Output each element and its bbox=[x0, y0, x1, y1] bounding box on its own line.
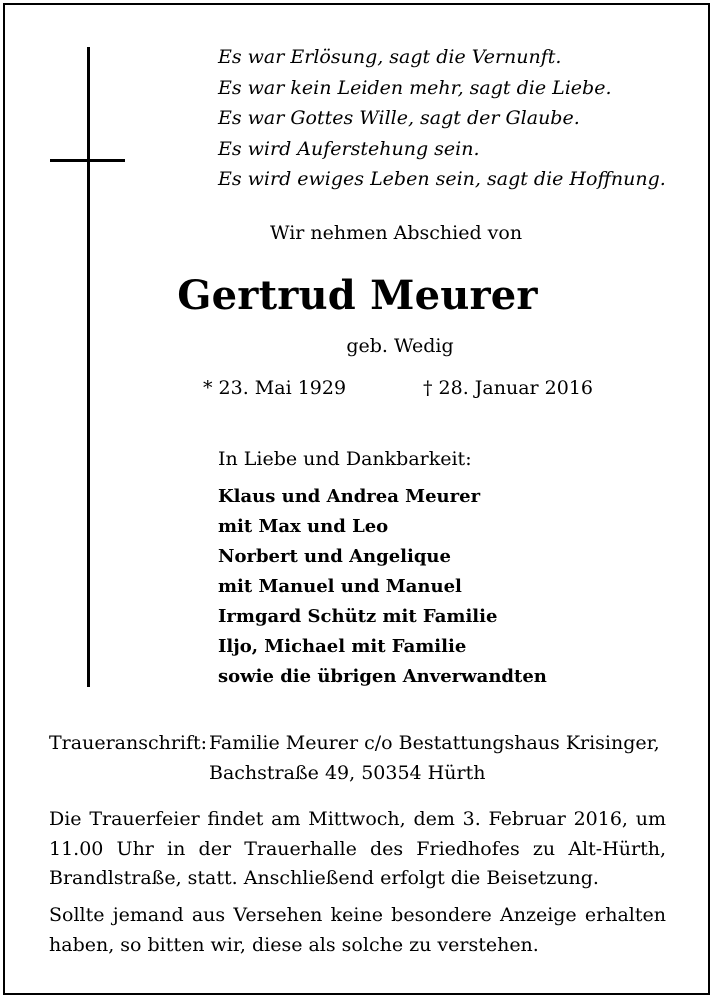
poem-line: Es war Gottes Wille, sagt der Glaube. bbox=[218, 107, 580, 129]
family-member: Iljo, Michael mit Familie bbox=[218, 636, 467, 657]
family-member: mit Max und Leo bbox=[218, 516, 389, 537]
birth-date: * 23. Mai 1929 bbox=[203, 377, 347, 399]
family-list bbox=[218, 482, 547, 692]
deceased-name: Gertrud Meurer bbox=[177, 272, 538, 319]
family-member: sowie die übrigen Anverwandten bbox=[218, 666, 547, 687]
address-line: Familie Meurer c/o Bestattungshaus Krisinger, bbox=[209, 732, 660, 754]
thanks-text: In Liebe und Dankbarkeit: bbox=[218, 448, 472, 470]
poem bbox=[218, 42, 666, 195]
poem-line: Es war kein Leiden mehr, sagt die Liebe. bbox=[218, 76, 612, 99]
notice-line: haben, so bitten wir, diese als solche zu verstehen. bbox=[49, 933, 539, 956]
poem-line: Es wird ewiges Leben sein, sagt die Hoffnung. bbox=[218, 168, 666, 190]
family-member: Klaus und Andrea Meurer bbox=[218, 486, 481, 507]
service-line: 11.00 Uhr in der Trauerhalle des Friedhofes zu Alt-Hürth, bbox=[49, 837, 666, 860]
address-label: Traueranschrift: bbox=[49, 732, 208, 754]
poem-line: Es wird Auferstehung sein. bbox=[218, 137, 480, 160]
maiden-name: geb. Wedig bbox=[346, 335, 454, 357]
family-member: Norbert und Angelique bbox=[218, 546, 451, 567]
cross-icon-vertical bbox=[87, 47, 90, 687]
poem-line: Es war Erlösung, sagt die Vernunft. bbox=[218, 46, 562, 68]
family-member: Irmgard Schütz mit Familie bbox=[218, 606, 498, 627]
notice-paragraph bbox=[49, 901, 666, 960]
service-paragraph bbox=[49, 805, 666, 894]
notice-line: Sollte jemand aus Versehen keine besondere Anzeige erhalten bbox=[49, 904, 666, 926]
family-member: mit Manuel und Manuel bbox=[218, 576, 462, 597]
cross-icon-horizontal bbox=[50, 159, 125, 162]
service-line: Brandlstraße, statt. Anschließend erfolgt die Beisetzung. bbox=[49, 867, 599, 889]
address-line: Bachstraße 49, 50354 Hürth bbox=[209, 762, 486, 784]
farewell-text: Wir nehmen Abschied von bbox=[270, 222, 523, 244]
service-line: Die Trauerfeier findet am Mittwoch, dem 3. Februar 2016, um bbox=[49, 808, 666, 830]
death-date: † 28. Januar 2016 bbox=[423, 377, 594, 399]
